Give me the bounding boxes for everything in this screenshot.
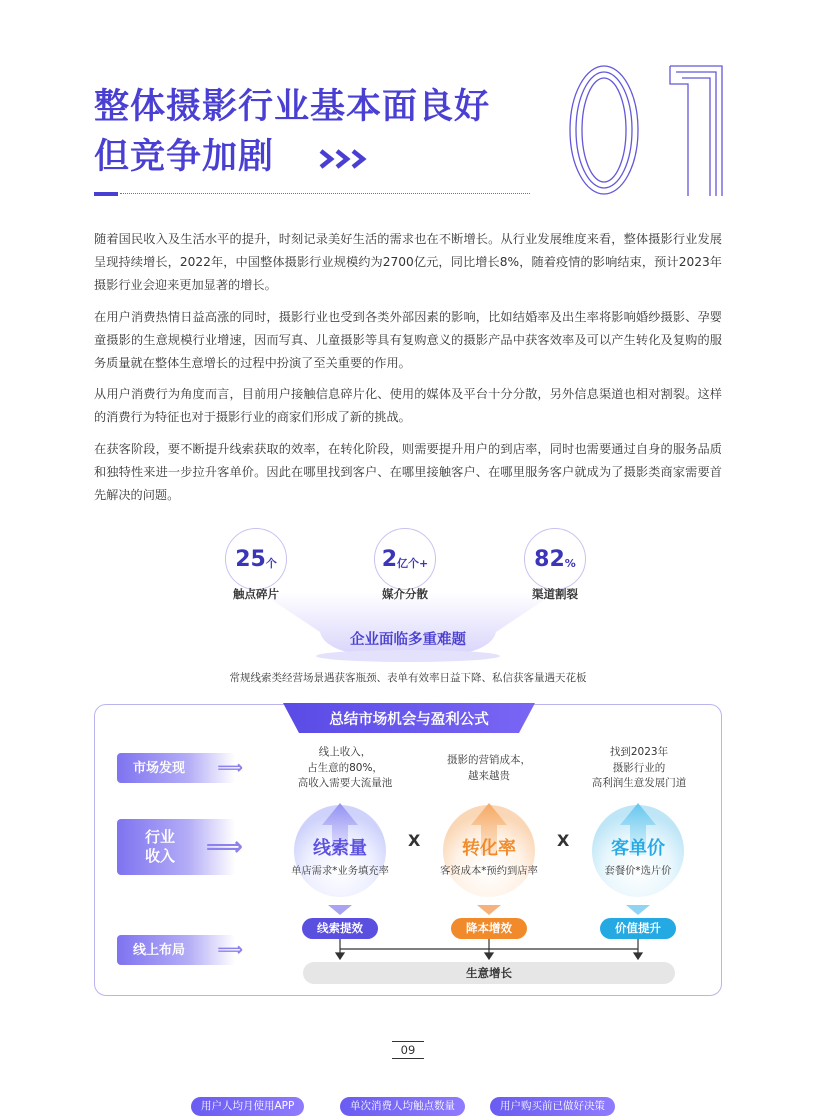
node-formula: 套餐价*选片价 bbox=[604, 865, 672, 877]
stat-unit: % bbox=[564, 556, 576, 570]
page-title bbox=[94, 82, 490, 182]
row-label: 线上布局 bbox=[133, 942, 186, 958]
paragraph: 从用户消费行为角度而言，目前用户接触信息碎片化、使用的媒体及平台十分分散，另外信息渠道也相对割裂。这样的消费行为特征也对于摄影行业的商家们形成了新的挑战。 bbox=[94, 387, 722, 425]
double-arrow-right-icon: ⟹ bbox=[217, 757, 243, 779]
chevrons-right-icon bbox=[317, 144, 373, 174]
stat-channels bbox=[490, 528, 620, 1112]
node-label: 线索量 bbox=[313, 838, 367, 859]
formula-heading bbox=[283, 703, 535, 733]
formula-heading-text: 总结市场机会与盈利公式 bbox=[329, 712, 489, 728]
stat-circle bbox=[374, 528, 436, 590]
stat-caption: 媒介分散 bbox=[382, 587, 428, 601]
node-formula: 单店需求*业务填充率 bbox=[291, 865, 389, 877]
page-number: 09 bbox=[392, 1041, 424, 1059]
row-label: 市场发现 bbox=[133, 760, 186, 776]
chapter-number-outline bbox=[566, 62, 726, 198]
stat-number: 82 bbox=[534, 546, 565, 572]
tag-lead-efficiency: 线索提效 bbox=[302, 918, 378, 939]
node-label: 客单价 bbox=[611, 838, 665, 859]
multiply-sign: X bbox=[557, 831, 570, 850]
title-divider bbox=[94, 192, 530, 196]
stat-touchpoints bbox=[191, 528, 321, 1112]
row-market-discovery bbox=[117, 753, 243, 783]
business-growth-bar: 生意增长 bbox=[303, 962, 675, 984]
double-arrow-right-icon: ⟹ bbox=[205, 832, 243, 862]
down-arrow-icon bbox=[328, 905, 352, 915]
stat-pill: 单次消费人均触点数量 bbox=[340, 1097, 465, 1116]
stat-number: 25 bbox=[235, 546, 266, 572]
title-line-2: 但竞争加剧 bbox=[94, 137, 275, 177]
funnel-label: 企业面临多重难题 bbox=[350, 632, 466, 648]
paragraph: 在用户消费热情日益高涨的同时，摄影行业也受到各类外部因素的影响，比如结婚率及出生率将影响婚纱摄影、孕婴童摄影的生意规模行业增速，因而写真、儿童摄影等具有复购意义的摄影产品中获客效率及可以产生转化及复购的服务质量就在整体生意增长的过程中扮演了至关重要的作用。 bbox=[94, 309, 722, 371]
body-text bbox=[94, 228, 722, 515]
stat-circle bbox=[225, 528, 287, 590]
stat-caption: 触点碎片 bbox=[233, 587, 279, 601]
double-arrow-right-icon: ⟹ bbox=[217, 939, 243, 961]
down-arrow-icon bbox=[477, 905, 501, 915]
stat-pill: 用户购买前已做好决策 bbox=[490, 1097, 615, 1116]
title-line-1: 整体摄影行业基本面良好 bbox=[94, 87, 491, 127]
stat-pill: 用户人均月使用APP bbox=[191, 1097, 304, 1116]
formula-panel bbox=[94, 704, 722, 996]
node-description: 找到2023年 摄影行业的 高利润生意发展门道 bbox=[591, 746, 687, 789]
stat-unit: 个 bbox=[265, 557, 277, 570]
row-industry-revenue bbox=[117, 819, 243, 875]
node-formula: 客资成本*预约到店率 bbox=[440, 865, 538, 877]
stat-caption: 渠道割裂 bbox=[532, 587, 578, 601]
node-description: 摄影的营销成本， 越来越贵 bbox=[447, 754, 531, 782]
row-label: 行业 收入 bbox=[145, 828, 176, 865]
funnel-note: 常规线索类经营场景遇获客瓶颈、表单有效率日益下降、私信获客量遇天花板 bbox=[229, 672, 587, 684]
down-arrow-icon bbox=[626, 905, 650, 915]
paragraph: 随着国民收入及生活水平的提升，时刻记录美好生活的需求也在不断增长。从行业发展维度来看，整体摄影行业发展呈现持续增长，2022年，中国整体摄影行业规模约为2700亿元，同比增长8%，随着疫情的影响结束，预计2023年摄影行业会迎来更加显著的增长。 bbox=[94, 232, 722, 293]
node-description: 线上收入， 占生意的80%， 高收入需要大流量池 bbox=[297, 746, 393, 789]
node-label: 转化率 bbox=[462, 838, 516, 859]
tag-value-improvement: 价值提升 bbox=[600, 918, 676, 939]
tag-cost-efficiency: 降本增效 bbox=[451, 918, 527, 939]
stat-unit: 亿个+ bbox=[397, 557, 429, 570]
row-online-layout bbox=[117, 935, 243, 965]
stat-number: 2 bbox=[381, 546, 398, 572]
multiply-sign: X bbox=[408, 831, 421, 850]
stat-circle bbox=[524, 528, 586, 590]
paragraph: 在获客阶段，要不断提升线索获取的效率，在转化阶段，则需要提升用户的到店率，同时也需要通过自身的服务品质和独特性来进一步拉升客单价。因此在哪里找到客户、在哪里接触客户、在哪里服务客户就成为了摄影类商家需要首先解决的问题。 bbox=[94, 441, 722, 503]
